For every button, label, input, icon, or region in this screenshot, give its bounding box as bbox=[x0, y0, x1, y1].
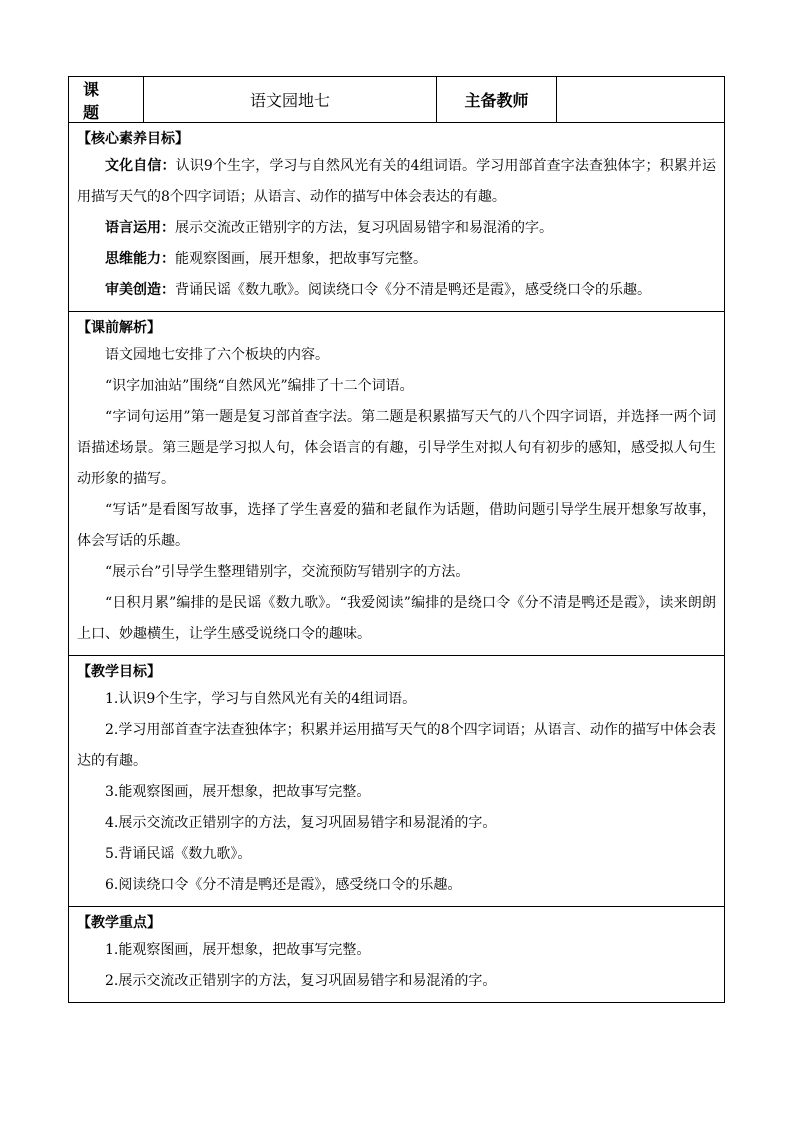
pre-analysis-paragraph: “日积月累”编排的是民谣《数九歌》。“我爱阅读”编排的是绕口令《分不清是鸭还是霞》，读来朗朗上口、妙趣横生，让学生感受说绕口令的趣味。 bbox=[77, 595, 716, 642]
pre-analysis-paragraph: 语文园地七安排了六个板块的内容。 bbox=[105, 347, 329, 363]
core-goal-text: 背诵民谣《数九歌》。阅读绕口令《分不清是鸭还是霞》，感受绕口令的乐趣。 bbox=[175, 282, 651, 298]
core-goal-lead: 审美创造： bbox=[105, 282, 175, 298]
teaching-goal-item: 4.展示交流改正错别字的方法，复习巩固易错字和易混淆的字。 bbox=[105, 815, 497, 831]
key-points-section bbox=[69, 907, 724, 1002]
core-goal-lead: 思维能力： bbox=[105, 251, 175, 267]
lesson-plan-table bbox=[68, 76, 725, 1003]
pre-analysis-paragraph: “展示台”引导学生整理错别字，交流预防写错别字的方法。 bbox=[105, 564, 470, 580]
core-goal-lead: 语言运用： bbox=[105, 220, 175, 236]
core-goals-section bbox=[69, 123, 724, 312]
teacher-label: 主备教师 bbox=[437, 77, 557, 122]
pre-analysis-title: 【课前解析】 bbox=[77, 320, 161, 336]
teaching-goal-item: 1.认识9个生字，学习与自然风光有关的4组词语。 bbox=[105, 691, 417, 707]
header-row bbox=[69, 77, 724, 123]
core-goal-item bbox=[77, 275, 716, 306]
key-points-title: 【教学重点】 bbox=[77, 915, 161, 931]
core-goal-text: 能观察图画，展开想象，把故事写完整。 bbox=[175, 251, 427, 267]
teaching-goals-title: 【教学目标】 bbox=[77, 664, 161, 680]
teaching-goals-section bbox=[69, 656, 724, 907]
core-goal-text: 展示交流改正错别字的方法，复习巩固易错字和易混淆的字。 bbox=[175, 220, 553, 236]
key-point-item: 1.能观察图画，展开想象，把故事写完整。 bbox=[105, 942, 371, 958]
teacher-value bbox=[557, 77, 724, 122]
topic-value: 语文园地七 bbox=[144, 77, 437, 122]
pre-analysis-paragraph: “写话”是看图写故事，选择了学生喜爱的猫和老鼠作为话题，借助问题引导学生展开想象写故事，体会写话的乐趣。 bbox=[77, 502, 716, 549]
core-goal-item bbox=[77, 213, 716, 244]
teaching-goal-item: 3.能观察图画，展开想象，把故事写完整。 bbox=[105, 784, 371, 800]
pre-analysis-paragraph: “字词句运用”第一题是复习部首查字法。第二题是积累描写天气的八个四字词语，并选择一两个词语描述场景。第三题是学习拟人句，体会语言的有趣，引导学生对拟人句有初步的感知，感受拟人句生动形象的描写。 bbox=[77, 409, 716, 487]
teaching-goal-item: 2.学习用部首查字法查独体字；积累并运用描写天气的8个四字词语；从语言、动作的描写中体会表达的有趣。 bbox=[77, 722, 716, 769]
core-goal-item bbox=[77, 151, 716, 213]
teaching-goal-item: 6.阅读绕口令《分不清是鸭还是霞》，感受绕口令的乐趣。 bbox=[105, 877, 462, 893]
core-goal-lead: 文化自信： bbox=[105, 158, 176, 174]
pre-analysis-paragraph: “识字加油站”围绕“自然风光”编排了十二个词语。 bbox=[105, 378, 414, 394]
core-goal-text: 认识9个生字，学习与自然风光有关的4组词语。学习用部首查字法查独体字；积累并运用描写天气的8个四字词语；从语言、动作的描写中体会表达的有趣。 bbox=[77, 158, 717, 205]
key-point-item: 2.展示交流改正错别字的方法，复习巩固易错字和易混淆的字。 bbox=[105, 973, 497, 989]
topic-label: 课 题 bbox=[69, 77, 144, 122]
core-goal-item bbox=[77, 244, 716, 275]
pre-analysis-section bbox=[69, 312, 724, 656]
core-goals-title: 【核心素养目标】 bbox=[77, 131, 189, 147]
teaching-goal-item: 5.背诵民谣《数九歌》。 bbox=[105, 846, 252, 862]
